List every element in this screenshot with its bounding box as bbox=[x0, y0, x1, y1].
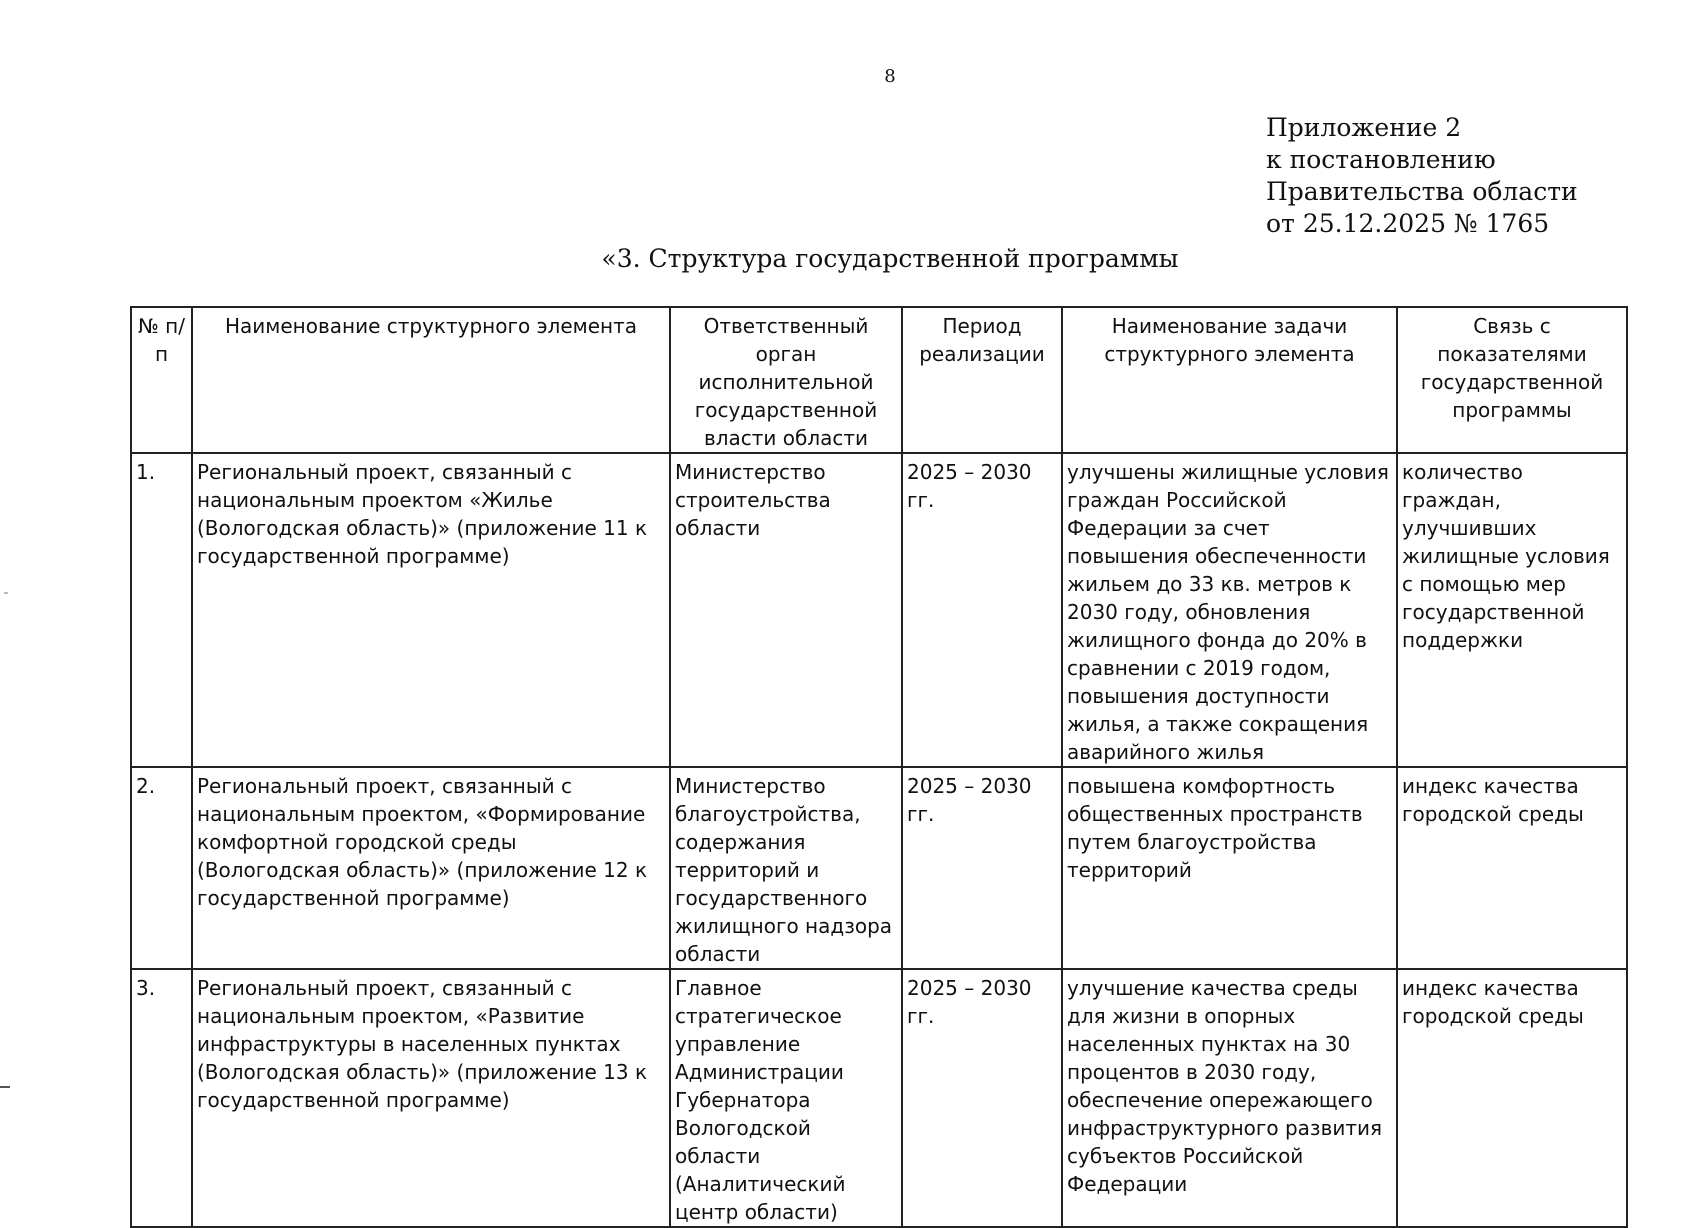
table-header-row bbox=[131, 307, 1627, 453]
row-2-num: 2. bbox=[131, 767, 192, 969]
row-2-link: индекс качества городской среды bbox=[1397, 767, 1627, 969]
page-number: 8 bbox=[884, 66, 896, 87]
row-1-link: количество граждан, улучшивших жилищные условия с помощью мер государственной поддержки bbox=[1397, 453, 1627, 767]
row-1-name: Региональный проект, связанный с национальным проектом «Жилье (Вологодская область)» (приложение 11 к государственной программе) bbox=[192, 453, 670, 767]
margin-mark bbox=[0, 1086, 10, 1088]
row-3-name: Региональный проект, связанный с национальным проектом, «Развитие инфраструктуры в населенных пунктах (Вологодская область)» (приложение 13 к государственной программе) bbox=[192, 969, 670, 1227]
row-3-task: улучшение качества среды для жизни в опорных населенных пунктах на 30 процентов в 2030 году, обеспечение опережающего инфраструктурного развития субъектов Российской Федерации bbox=[1062, 969, 1397, 1227]
row-3-period: 2025 – 2030 гг. bbox=[902, 969, 1062, 1227]
appendix-line-4: от 25.12.2025 № 1765 bbox=[1266, 209, 1550, 238]
section-title: «3. Структура государственной программы bbox=[601, 244, 1179, 273]
appendix-line-2: к постановлению bbox=[1266, 145, 1496, 174]
header-task: Наименование задачи структурного элемента bbox=[1062, 307, 1397, 453]
header-num: № п/п bbox=[131, 307, 192, 453]
row-3-link: индекс качества городской среды bbox=[1397, 969, 1627, 1227]
row-2-name: Региональный проект, связанный с национальным проектом, «Формирование комфортной городской среды (Вологодская область)» (приложение 12 к государственной программе) bbox=[192, 767, 670, 969]
row-2-responsible: Министерство благоустройства, содержания территорий и государственного жилищного надзора области bbox=[670, 767, 902, 969]
row-3-responsible: Главное стратегическое управление Администрации Губернатора Вологодской области (Аналитический центр области) bbox=[670, 969, 902, 1227]
table-row bbox=[131, 969, 1627, 1227]
header-link: Связь с показателями государственной программы bbox=[1397, 307, 1627, 453]
header-responsible: Ответственный орган исполнительной государственной власти области bbox=[670, 307, 902, 453]
row-3-num: 3. bbox=[131, 969, 192, 1227]
table-row bbox=[131, 767, 1627, 969]
appendix-line-3: Правительства области bbox=[1266, 177, 1578, 206]
appendix-line-1: Приложение 2 bbox=[1266, 113, 1462, 142]
header-name: Наименование структурного элемента bbox=[192, 307, 670, 453]
structure-table bbox=[130, 306, 1628, 1228]
row-1-period: 2025 – 2030 гг. bbox=[902, 453, 1062, 767]
row-1-responsible: Министерство строительства области bbox=[670, 453, 902, 767]
table-row bbox=[131, 453, 1627, 767]
appendix-block bbox=[1266, 112, 1578, 240]
margin-mark bbox=[4, 592, 8, 594]
row-2-task: повышена комфортность общественных пространств путем благоустройства территорий bbox=[1062, 767, 1397, 969]
header-period: Период реализации bbox=[902, 307, 1062, 453]
row-2-period: 2025 – 2030 гг. bbox=[902, 767, 1062, 969]
row-1-task: улучшены жилищные условия граждан Российской Федерации за счет повышения обеспеченности жильем до 33 кв. метров к 2030 году, обновления жилищного фонда до 20% в сравнении с 2019 годом, повышения доступности жилья, а также сокращения аварийного жилья bbox=[1062, 453, 1397, 767]
row-1-num: 1. bbox=[131, 453, 192, 767]
